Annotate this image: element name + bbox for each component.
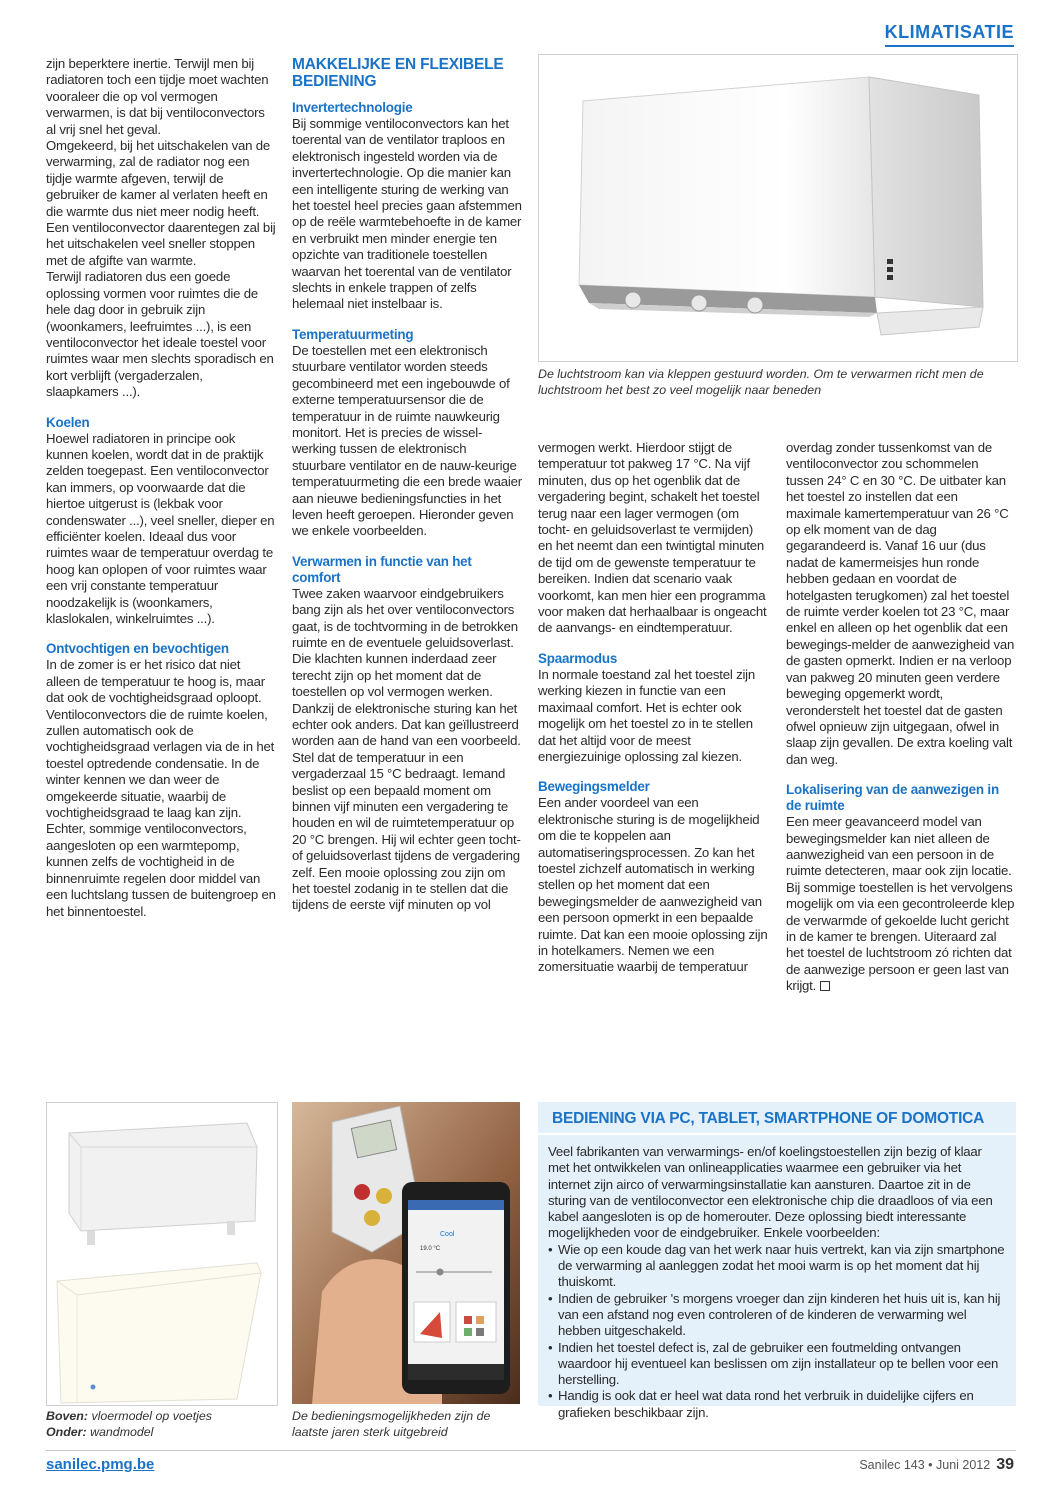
paragraph: zijn beperktere inertie. Terwijl men bij radiatoren toch een tijdje moet wachten vooraleer die op vol vermogen verwarmen, is dat bij ventiloconvectors al vrij snel het geval. <box>46 56 269 137</box>
article-column-3 <box>538 440 770 976</box>
sidebar-body <box>548 1144 1006 1421</box>
list-item <box>548 1388 1006 1421</box>
paragraph: In de zomer is er het risico dat niet alleen de temperatuur te hoog is, maar dat ook de vochtigheidsgraad oploopt. <box>46 657 265 706</box>
floor-and-wall-model-photo <box>46 1102 278 1406</box>
issue-label: Sanilec 143 • Juni 2012 <box>859 1458 991 1472</box>
article-column-2 <box>292 56 522 914</box>
wall-unit-photo <box>538 54 1018 362</box>
subheading-spaarmodus: Spaarmodus <box>538 650 618 666</box>
subheading-bewegingsmelder: Bewegingsmelder <box>538 779 650 795</box>
paragraph: vermogen werkt. Hierdoor stijgt de temperatuur tot pakweg 17 °C. Na vijf minuten, dus op het ogenblik dat de vergadering begint, schakelt het toestel terug naar een lager vermogen (om tocht- en geluidsoverlast te vermijden) en het neemt dan een twintigtal minuten de tijd om de gewenste temperatuur te bereiken. Indien dat scenario vaak voorkomt, kan men hier een programma voor maken dat herhaalbaar is ongeacht de aanvangs- en eindtemperatuur. <box>538 440 767 636</box>
subheading-koelen: Koelen <box>46 414 90 430</box>
paragraph: Twee zaken waarvoor eindgebruikers bang zijn als het over ventiloconvectors gaat, is de tochtvorming in de betrokken ruimte en de eventuele geluidsoverlast. Die klachten kunnen inderdaad zeer terecht zijn op het moment dat de toestellen op vol vermogen werken. Dankzij de elektronische sturing kan het echter ook anders. Dat kan geïllustreerd worden aan de hand van een voorbeeld. Stel dat de temperatuur in een vergaderzaal 15 °C bedraagt. Iemand beslist op een bepaald moment om binnen vijf minuten een vergadering te houden en wil de ruimtetemperatuur op 20 °C brengen. Hij wil echter geen tocht- of geluidsoverlast tijdens de vergadering zelf. Een mooie oplossing zou zijn om het toestel zodanig in te stellen dat die tijdens de eerste vijf minuten op vol <box>292 585 521 913</box>
bullet-icon: • <box>548 1388 553 1404</box>
phone-mode-label: Cool <box>440 1231 455 1238</box>
paragraph: overdag zonder tussenkomst van de ventiloconvector zou schommelen tussen 24° C en 30 °C. De uitbater kan het toestel zo instellen dat een maximale kamertemperatuur van 26 °C op elk moment van de dag gegarandeerd is. Vanaf 16 uur (dus nadat de kamermeisjes hun ronde hebben gedaan en voordat de hotelgasten terugkomen) zal het toestel de ruimte verder koelen tot 23 °C, maar enkel en alleen op het ogenblik dat een bewegings-melder de aanwezigheid van de gasten opmerkt. Indien er na verloop van pakweg 20 minuten geen verdere beweging opgemerkt wordt, veronderstelt het toestel dat de gasten ofwel opnieuw zijn uitgegaan, ofwel in slaap zijn gevallen. De extra koeling valt dan weg. <box>786 440 1015 767</box>
wall-unit-illustration <box>539 55 1017 361</box>
subheading-temperatuurmeting: Temperatuurmeting <box>292 326 414 342</box>
list-item <box>548 1291 1006 1340</box>
list-item-text: Wie op een koude dag van het werk naar huis vertrekt, kan via zijn smartphone de verwarming al aanleggen zodat het mooi warm is op het moment dat hij thuiskomt. <box>558 1241 1005 1290</box>
subheading-verwarmen: Verwarmen in functie van het comfort <box>292 553 472 585</box>
article-column-1 <box>46 56 276 920</box>
caption-text-top: vloermodel op voetjes <box>88 1409 212 1423</box>
website-link[interactable]: sanilec.pmg.be <box>46 1456 155 1473</box>
phone-temp-label: 19.0 °C <box>420 1246 441 1252</box>
sidebar-title: BEDIENING VIA PC, TABLET, SMARTPHONE OF DOMOTICA <box>552 1110 985 1127</box>
remote-smartphone-illustration <box>292 1102 520 1404</box>
floor-wall-caption <box>46 1408 276 1440</box>
bullet-icon: • <box>548 1241 553 1257</box>
sidebar-list <box>548 1242 1006 1421</box>
bullet-icon: • <box>548 1339 553 1355</box>
subheading-ontvochtigen: Ontvochtigen en bevochtigen <box>46 641 229 657</box>
subheading-lokalisering: Lokalisering van de aanwezigen in de ruimte <box>786 782 999 814</box>
paragraph: Echter, sommige ventiloconvectors, aangesloten op een warmtepomp, kunnen zelfs de vochtigheid in de binnenruimte regelen door middel van een luchtslang tussen de buitengroep en het binnentoestel. <box>46 821 276 919</box>
paragraph: Bij sommige ventiloconvectors kan het toerental van de ventilator traploos en elektronisch ingesteld worden via de invertertechnologie. Op die manier kan een intelligente sturing de werking van het toestel heel precies gaan afstemmen op de reële warmtebehoefte in de kamer en verbruikt men minder energie ten opzichte van traditionele toestellen waarvan het toerental van de ventilator slechts in enkele trappen of zelfs helemaal niet instelbaar is. <box>292 116 522 312</box>
list-item <box>548 1242 1006 1291</box>
list-item-text: Handig is ook dat er heel wat data rond het verbruik in duidelijke cijfers en grafieken beschikbaar zijn. <box>558 1388 974 1420</box>
section-title: MAKKELIJKE EN FLEXIBELE BEDIENING <box>292 56 504 90</box>
paragraph: Hoewel radiatoren in principe ook kunnen koelen, wordt dat in de praktijk zelden toegepast. Een ventiloconvector kan immers, op voorwaarde dat die hiertoe uitgerust is (lekbak voor condenswater ...), veel sneller, dieper en efficiënter koelen. Ideaal dus voor ruimtes waar de temperatuur overdag te hoog kan oplopen of voor ruimtes waar een vrij constante temperatuur noodzakelijk is (woonkamers, klaslokalen, winkelruimtes ...). <box>46 430 275 626</box>
page-number: 39 <box>996 1456 1014 1473</box>
caption-label-top: Boven: <box>46 1409 88 1423</box>
subheading-inverter: Invertertechnologie <box>292 100 413 115</box>
footer-divider <box>46 1450 1016 1451</box>
paragraph: Omgekeerd, bij het uitschakelen van de verwarming, zal de radiator nog een tijdje warmte afgeven, terwijl de gebruiker de kamer al verlaten heeft en die warmte dus niet meer nodig heeft. Een ventiloconvector daarentegen zal bij het uitschakelen veel sneller stoppen met de afgifte van warmte. <box>46 138 276 268</box>
remote-and-smartphone-photo <box>292 1102 520 1404</box>
footer-issue-info <box>859 1456 1014 1474</box>
sidebar-box <box>538 1102 1016 1420</box>
paragraph: Ventiloconvectors die de ruimte koelen, zullen automatisch ook de vochtigheidsgraad verlagen via de in het toestel optredende condensatie. In de winter kennen we dan weer de omgekeerde situatie, waarbij de vochtigheidsgraad te laag kan zijn. <box>46 706 275 821</box>
article-column-4 <box>786 440 1016 995</box>
list-item <box>548 1340 1006 1389</box>
paragraph: Een ander voordeel van een elektronische sturing is de mogelijkheid om die te koppelen aan automatiseringsprocessen. Zo kan het toestel zichzelf automatisch in werking stellen op het moment dat een bewegingsmelder de aanwezigheid van een persoon opmerkt in een bepaalde ruimte. Dat kan een mooie oplossing zijn in hotelkamers. Nemen we een zomersituatie waarbij de temperatuur <box>538 795 768 975</box>
caption-label-bottom: Onder: <box>46 1425 87 1439</box>
paragraph <box>786 814 1016 994</box>
wall-unit-caption: De luchtstroom kan via kleppen gestuurd worden. Om te verwarmen richt men de luchtstroom het best zo veel mogelijk naar beneden <box>538 367 984 397</box>
remote-caption: De bedieningsmogelijkheden zijn de laatste jaren sterk uitgebreid <box>292 1409 491 1439</box>
list-item-text: Indien het toestel defect is, zal de gebruiker een foutmelding ontvangen waardoor hij eventueel kan beslissen om zijn installateur op te bellen voor een herstelling. <box>558 1339 999 1388</box>
paragraph-text: Een meer geavanceerd model van bewegingsmelder kan niet alleen de aanwezigheid van een persoon in de ruimte detecteren, maar ook zijn locatie. Bij sommige toestellen is het vervolgens mogelijk om via een gecontroleerde klep de verwarmde of gekoelde lucht gericht in de kamer te brengen. Uiteraard zal het toestel de luchtstroom zó richten dat de aanwezige persoon er geen last van krijgt. <box>786 814 1015 994</box>
sidebar-divider <box>538 1133 1016 1135</box>
section-tag: KLIMATISATIE <box>885 22 1014 47</box>
paragraph: De toestellen met een elektronisch stuurbare ventilator worden steeds gecombineerd met een ingebouwde of externe temperatuursensor die de temperatuur in de ruimte nauwkeurig monitort. Het is precies de wissel-werking tussen de elektronisch stuurbare ventilator en de nauw-keurige temperatuurmeting die een brede waaier aan nieuwe bedieningsfuncties in het leven heeft geroepen. Hieronder geven we enkele voorbeelden. <box>292 342 522 539</box>
sidebar-intro: Veel fabrikanten van verwarmings- en/of koelingstoestellen zijn bezig of klaar met het ontwikkelen van onlineapplicaties waarmee een gebruiker via het internet zijn airco of verwarmingsinstallatie kan aansturen. Daartoe zit in de sturing van de ventiloconvector een elektronische chip die draadloos of via een kabel aangesloten is op de homerouter. Deze oplossing biedt interessante mogelijkheden voor de eindgebruiker. Enkele voorbeelden: <box>548 1144 993 1241</box>
bullet-icon: • <box>548 1290 553 1306</box>
floor-wall-model-illustration <box>47 1103 277 1405</box>
paragraph: Terwijl radiatoren dus een goede oplossing vormen voor ruimtes die de hele dag door in gebruik zijn (woonkamers, leefruimtes ...), is een ventiloconvector het ideale toestel voor ruimtes waar men slechts sporadisch en kort verblijft (vergaderzalen, slaapkamers ...). <box>46 269 274 400</box>
caption-text-bottom: wandmodel <box>86 1425 154 1439</box>
paragraph: In normale toestand zal het toestel zijn werking kiezen in functie van een maximaal comfort. Het is echter ook mogelijk om het toestel zo in te stellen dat het altijd voor de meest energiezuinige oplossing zal kiezen. <box>538 666 756 764</box>
end-of-article-icon <box>820 981 830 991</box>
list-item-text: Indien de gebruiker 's morgens vroeger dan zijn kinderen het huis uit is, kan hij van een afstand nog even controleren of de kinderen de verwarming wel hebben uitgeschakeld. <box>558 1290 1001 1339</box>
